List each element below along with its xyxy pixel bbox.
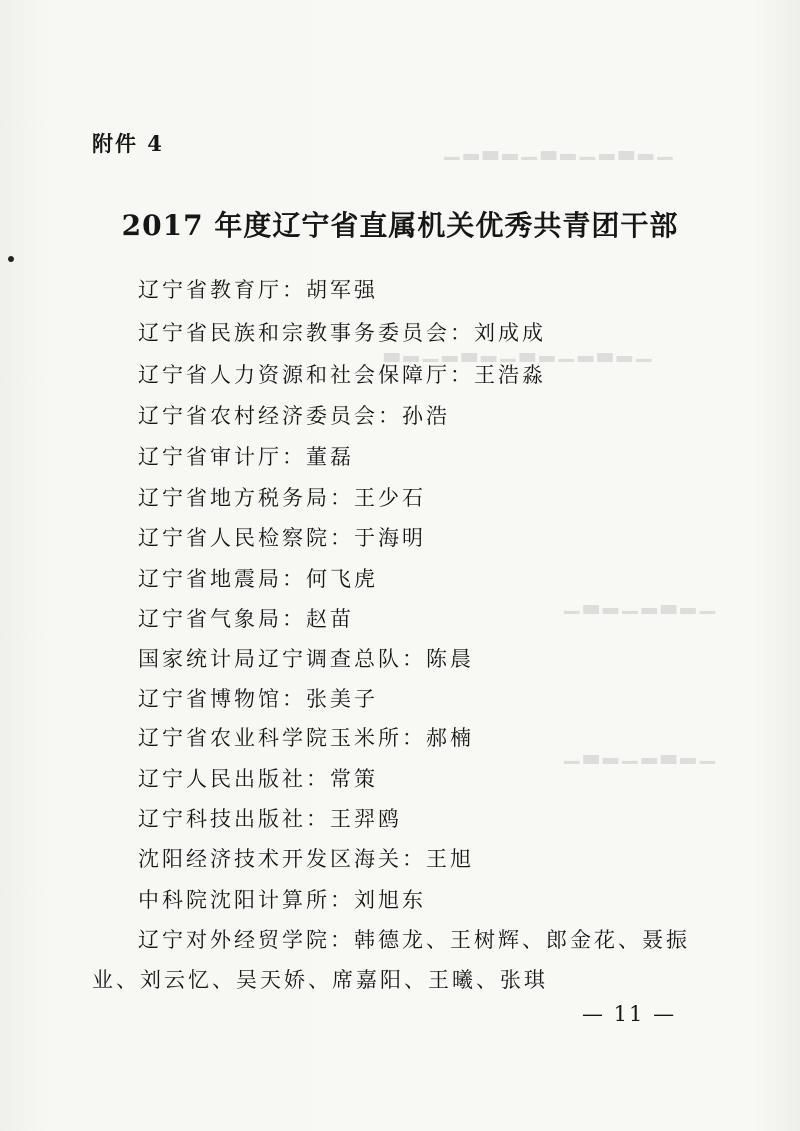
- attachment-label: 附件 4: [92, 131, 164, 156]
- list-item: 辽宁省人民检察院：于海明: [138, 526, 426, 550]
- list-item: 国家统计局辽宁调查总队：陈晨: [138, 647, 474, 671]
- list-item: 沈阳经济技术开发区海关：王旭: [138, 847, 474, 871]
- list-item: 辽宁省人力资源和社会保障厅：王浩淼: [138, 363, 546, 387]
- list-item: 辽宁省地方税务局：王少石: [138, 486, 426, 510]
- list-item: 辽宁科技出版社：王羿鸥: [138, 807, 402, 831]
- list-item: 辽宁人民出版社：常策: [138, 767, 378, 791]
- list-item-continuation: 业、刘云忆、吴天娇、席嘉阳、王曦、张琪: [92, 968, 548, 992]
- bleed-through-decoration: ▁▂▃▂▁▂▃▁▂▃▂▁: [440, 136, 673, 160]
- list-item: 辽宁省农村经济委员会：孙浩: [138, 404, 450, 428]
- list-item: 辽宁省民族和宗教事务委员会：刘成成: [138, 321, 546, 345]
- list-item: 辽宁省博物馆：张美子: [138, 687, 378, 711]
- list-item: 中科院沈阳计算所：刘旭东: [138, 888, 426, 912]
- document-title: 2017 年度辽宁省直属机关优秀共青团干部: [121, 209, 679, 242]
- list-item: 辽宁对外经贸学院：韩德龙、王树辉、郎金花、聂振: [138, 928, 690, 952]
- page-number: — 11 —: [582, 1002, 677, 1026]
- list-item: 辽宁省农业科学院玉米所：郝楠: [138, 726, 474, 750]
- list-item: 辽宁省气象局：赵苗: [138, 607, 354, 631]
- list-item: 辽宁省审计厅：董磊: [138, 445, 354, 469]
- list-item: 辽宁省地震局：何飞虎: [138, 567, 378, 591]
- bleed-through-decoration: ▁▂▃▂▁▂▃▁: [560, 740, 716, 764]
- bleed-through-decoration: ▁▂▃▂▁▂▃▁▂▃▂▁▂▃: [380, 338, 652, 362]
- list-item: 辽宁省教育厅：胡军强: [138, 278, 378, 302]
- bleed-through-decoration: ▁▂▃▂▁▂▃▁: [560, 590, 716, 614]
